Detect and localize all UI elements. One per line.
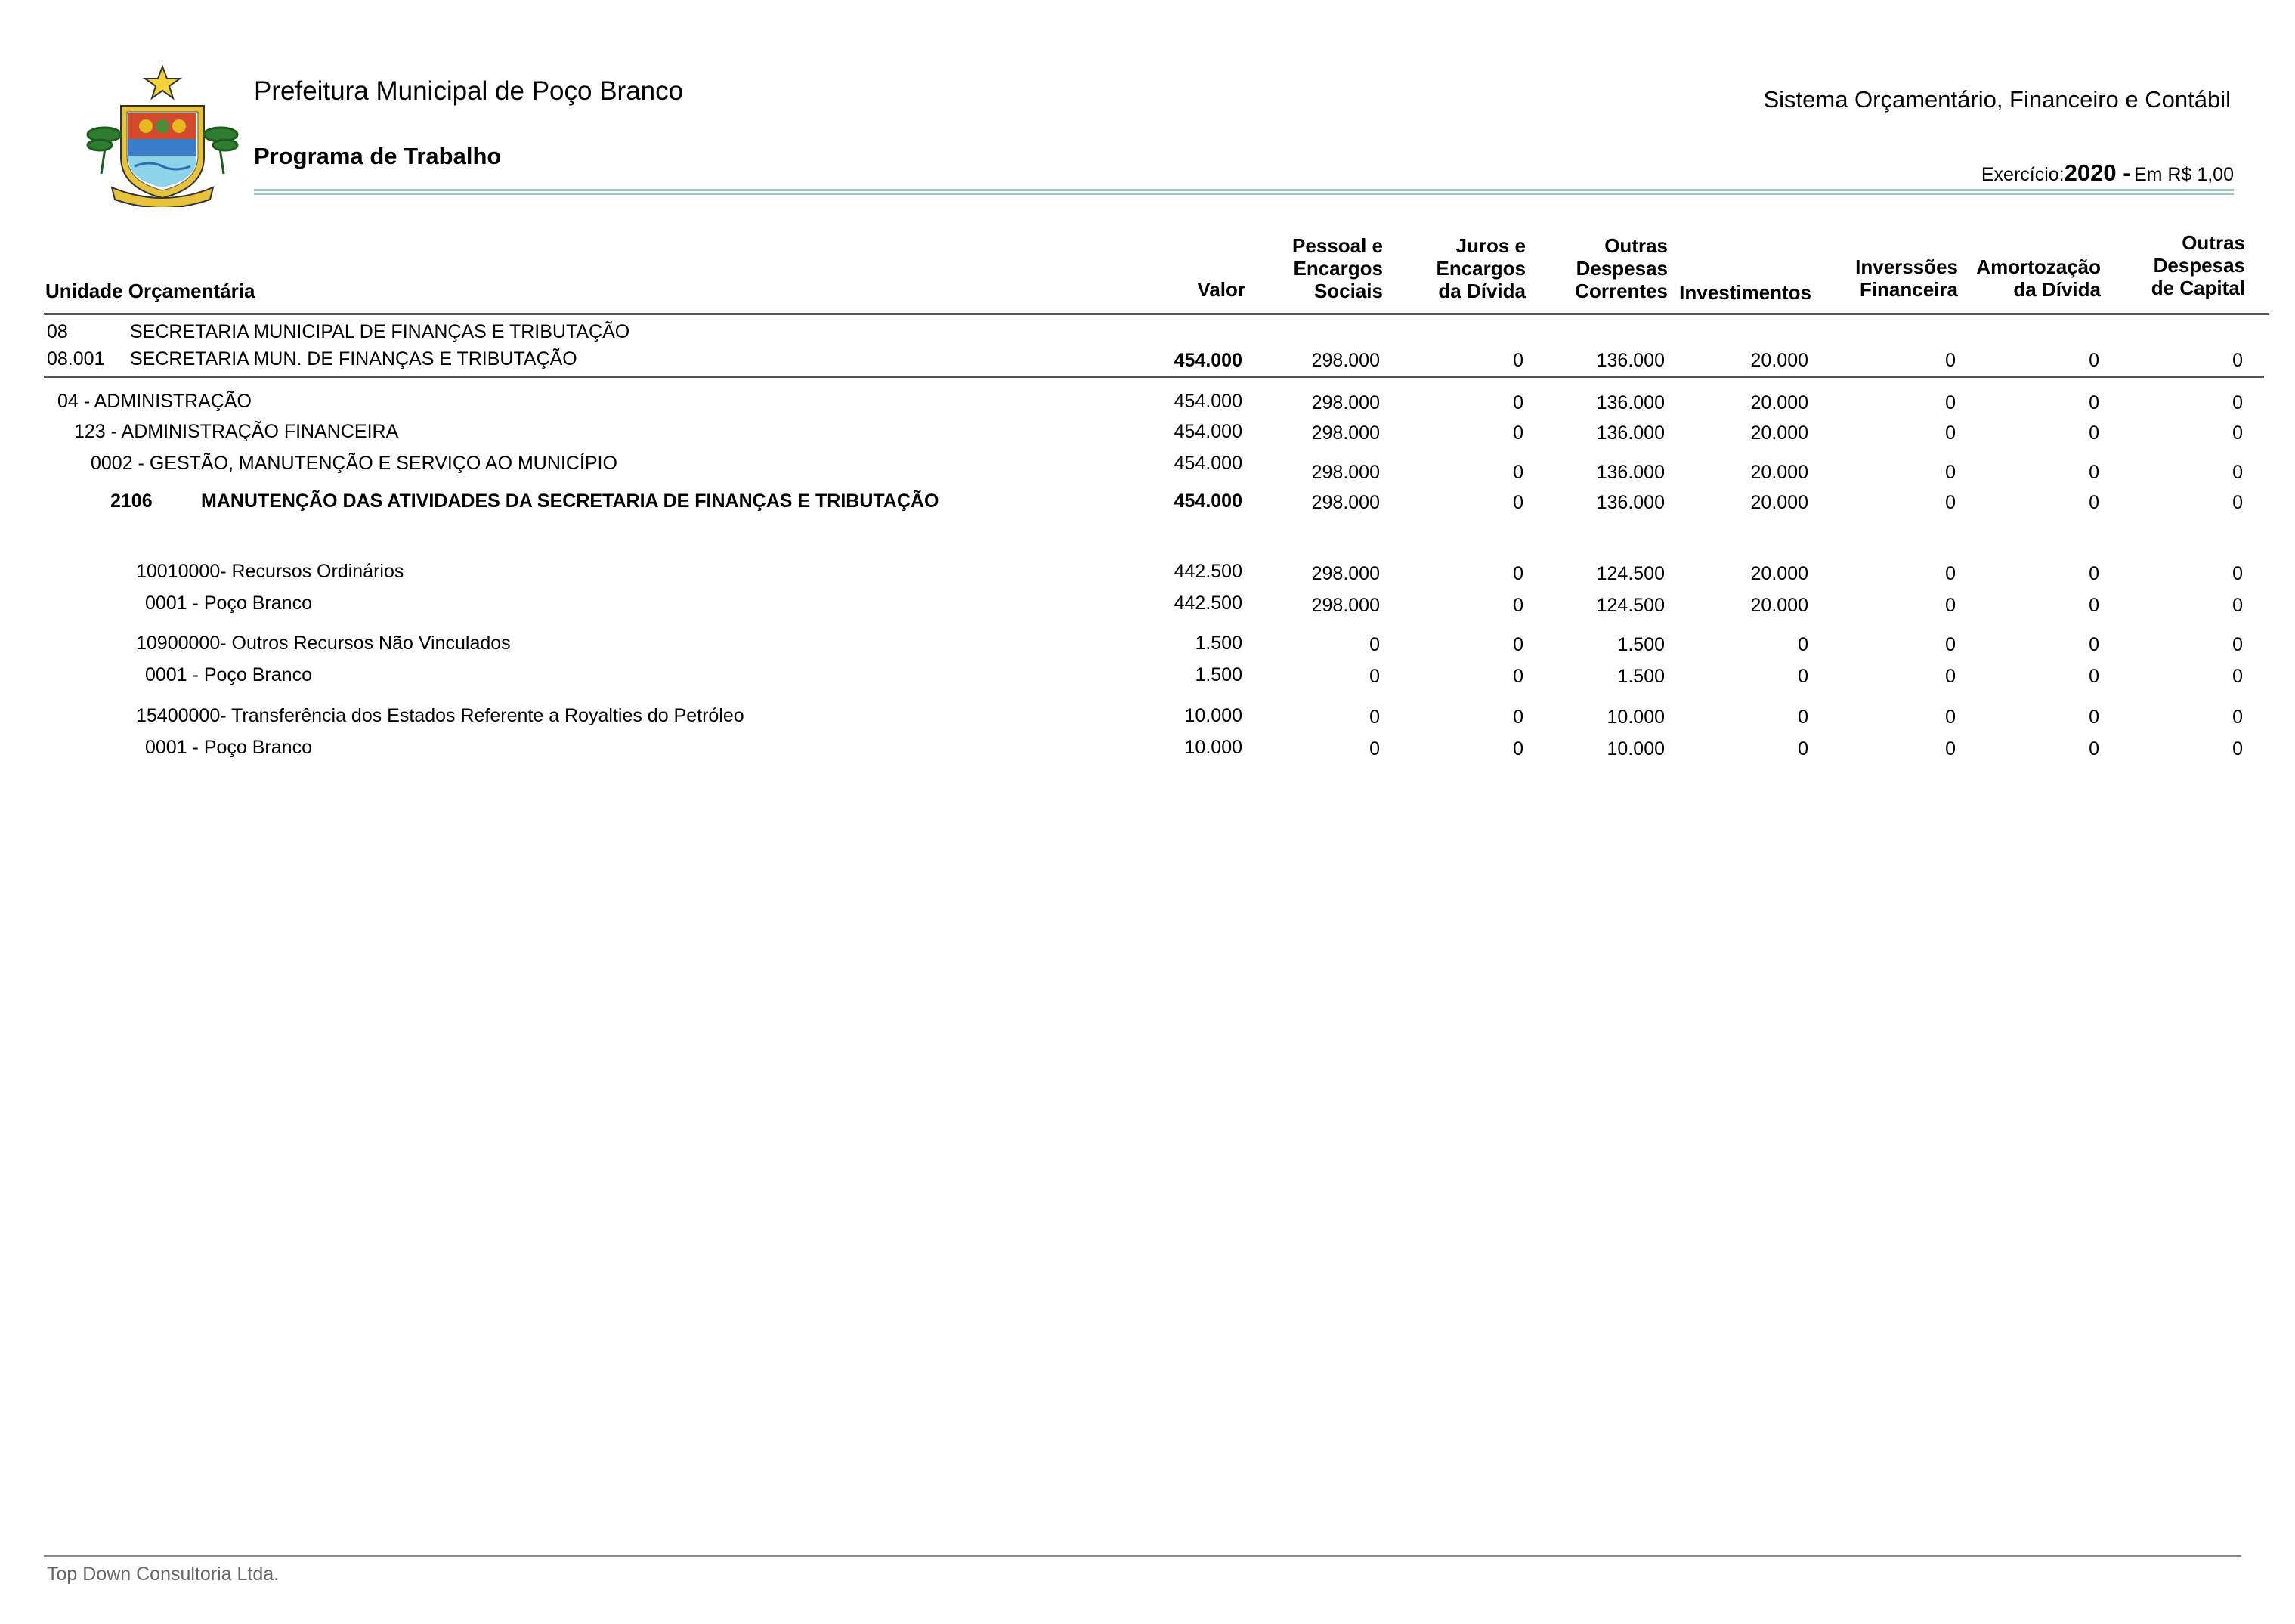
suborg-code: 08.001 [47,348,105,370]
row-juros: 0 [1513,422,1523,444]
row-inversoes: 0 [1945,595,1956,616]
row-juros: 0 [1513,492,1523,513]
row-pessoal: 0 [1369,707,1380,728]
row-amortizacao: 0 [2089,595,2099,616]
system-name: Sistema Orçamentário, Financeiro e Contábil [1763,86,2231,113]
row-inversoes: 0 [1945,492,1956,513]
col-investimentos: Investimentos [1679,281,1811,304]
row-juros: 0 [1513,563,1523,584]
row-label: 123 - ADMINISTRAÇÃO FINANCEIRA [74,421,399,442]
row-inversoes: 0 [1945,634,1956,655]
col-amortizacao-line1: Amortozação [1976,255,2101,278]
row-investimentos: 20.000 [1750,422,1808,444]
col-pessoal-line1: Pessoal e [1292,234,1383,257]
row-pessoal: 298.000 [1311,492,1380,513]
unit-inversoes: 0 [1945,350,1956,371]
row-amortizacao: 0 [2089,634,2099,655]
row-pessoal: 0 [1369,666,1380,687]
row-outras-capital: 0 [2232,422,2243,444]
col-juros-line2: Encargos [1436,257,1526,280]
row-inversoes: 0 [1945,422,1956,444]
row-valor: 454.000 [1174,490,1242,512]
unit-pessoal: 298.000 [1311,350,1380,371]
col-outras-correntes [1575,234,1668,302]
footer-company: Top Down Consultoria Ltda. [47,1564,280,1585]
col-unidade-orcamentaria: Unidade Orçamentária [45,280,255,302]
row-outras-correntes: 136.000 [1596,492,1665,513]
row-outras-capital: 0 [2232,707,2243,728]
footer-rule [44,1555,2241,1557]
row-valor: 454.000 [1174,421,1242,442]
row-valor: 442.500 [1174,561,1242,582]
unit-amortizacao: 0 [2089,350,2099,371]
row-investimentos: 20.000 [1750,492,1808,513]
unit-outras-capital: 0 [2232,350,2243,371]
row-inversoes: 0 [1945,707,1956,728]
row-label: 0001 - Poço Branco [145,592,312,614]
col-pessoal-line2: Encargos [1293,257,1383,280]
row-juros: 0 [1513,462,1523,483]
exercise-label: Exercício: [1981,164,2065,185]
row-pessoal: 298.000 [1311,392,1380,413]
unit-rule [44,376,2264,378]
municipality-name: Prefeitura Municipal de Poço Branco [254,76,684,106]
row-investimentos: 20.000 [1750,563,1808,584]
coat-of-arms-logo [82,60,243,207]
row-label: 15400000- Transferência dos Estados Referente a Royalties do Petróleo [136,705,744,726]
row-juros: 0 [1513,392,1523,413]
row-outras-correntes: 1.500 [1617,634,1665,655]
row-valor: 10.000 [1184,737,1242,758]
unit-juros: 0 [1513,350,1523,371]
col-outras-capital-line3: de Capital [2151,277,2245,299]
currency-label: Em R$ 1,00 [2133,164,2234,185]
row-outras-correntes: 124.500 [1596,595,1665,616]
org-code: 08 [47,321,68,342]
row-juros: 0 [1513,666,1523,687]
row-code: 2106 [110,490,153,512]
row-label: 0001 - Poço Branco [145,664,312,685]
row-inversoes: 0 [1945,392,1956,413]
row-amortizacao: 0 [2089,666,2099,687]
col-outras-capital-line1: Outras [2182,231,2245,254]
col-juros [1437,234,1526,302]
report-title: Programa de Trabalho [254,143,502,169]
col-outras-correntes-line1: Outras [1604,234,1668,257]
row-inversoes: 0 [1945,738,1956,759]
row-valor: 442.500 [1174,592,1242,614]
unit-investimentos: 20.000 [1750,350,1808,371]
col-inversoes-line2: Financeira [1859,278,1958,301]
row-investimentos: 0 [1798,634,1808,655]
col-amortizacao [1976,255,2101,301]
row-outras-correntes: 1.500 [1617,666,1665,687]
row-investimentos: 20.000 [1750,595,1808,616]
row-amortizacao: 0 [2089,462,2099,483]
exercise-year: 2020 - [2064,159,2131,186]
col-pessoal-line3: Sociais [1313,280,1383,302]
row-juros: 0 [1513,595,1523,616]
row-investimentos: 0 [1798,738,1808,759]
row-amortizacao: 0 [2089,422,2099,444]
row-valor: 10.000 [1184,705,1242,726]
row-label: 04 - ADMINISTRAÇÃO [57,391,252,412]
suborg-name: SECRETARIA MUN. DE FINANÇAS E TRIBUTAÇÃO [130,348,577,370]
exercise-info [1981,159,2234,192]
row-juros: 0 [1513,738,1523,759]
col-pessoal [1292,234,1383,302]
row-pessoal: 298.000 [1311,595,1380,616]
row-amortizacao: 0 [2089,738,2099,759]
row-outras-correntes: 136.000 [1596,422,1665,444]
header-accent-rule [254,189,2234,195]
row-juros: 0 [1513,707,1523,728]
row-label: MANUTENÇÃO DAS ATIVIDADES DA SECRETARIA DE FINANÇAS E TRIBUTAÇÃO [201,490,939,512]
row-investimentos: 0 [1798,666,1808,687]
row-valor: 454.000 [1174,391,1242,412]
row-investimentos: 20.000 [1750,392,1808,413]
row-valor: 1.500 [1195,633,1242,654]
col-valor: Valor [1197,278,1245,301]
row-label: 0002 - GESTÃO, MANUTENÇÃO E SERVIÇO AO MUNICÍPIO [91,453,617,474]
row-amortizacao: 0 [2089,707,2099,728]
col-outras-capital [2151,231,2245,299]
row-outras-capital: 0 [2232,563,2243,584]
row-label: 10900000- Outros Recursos Não Vinculados [136,633,511,654]
col-inversoes [1855,255,1958,301]
row-amortizacao: 0 [2089,392,2099,413]
row-inversoes: 0 [1945,563,1956,584]
row-pessoal: 0 [1369,634,1380,655]
row-inversoes: 0 [1945,666,1956,687]
row-valor: 454.000 [1174,453,1242,474]
row-outras-correntes: 10.000 [1607,738,1665,759]
row-valor: 1.500 [1195,664,1242,685]
col-amortizacao-line2: da Dívida [2013,278,2101,301]
row-outras-correntes: 124.500 [1596,563,1665,584]
row-outras-correntes: 136.000 [1596,392,1665,413]
row-investimentos: 0 [1798,707,1808,728]
row-pessoal: 298.000 [1311,422,1380,444]
row-label: 10010000- Recursos Ordinários [136,561,404,582]
row-inversoes: 0 [1945,462,1956,483]
row-amortizacao: 0 [2089,492,2099,513]
col-outras-correntes-line2: Despesas [1576,257,1668,280]
row-outras-capital: 0 [2232,392,2243,413]
row-outras-correntes: 136.000 [1596,462,1665,483]
row-investimentos: 20.000 [1750,462,1808,483]
col-outras-capital-line2: Despesas [2153,254,2245,277]
row-pessoal: 0 [1369,738,1380,759]
col-juros-line1: Juros e [1455,234,1526,257]
col-outras-correntes-line3: Correntes [1575,280,1668,302]
col-juros-line3: da Dívida [1438,280,1526,302]
row-pessoal: 298.000 [1311,563,1380,584]
col-inversoes-line1: Inverssões [1855,255,1958,278]
row-outras-capital: 0 [2232,492,2243,513]
row-outras-capital: 0 [2232,738,2243,759]
unit-valor: 454.000 [1174,350,1242,371]
row-pessoal: 298.000 [1311,462,1380,483]
row-outras-capital: 0 [2232,462,2243,483]
unit-outras-correntes: 136.000 [1596,350,1665,371]
row-outras-capital: 0 [2232,595,2243,616]
row-outras-capital: 0 [2232,634,2243,655]
row-outras-correntes: 10.000 [1607,707,1665,728]
row-amortizacao: 0 [2089,563,2099,584]
org-name: SECRETARIA MUNICIPAL DE FINANÇAS E TRIBUTAÇÃO [130,321,630,342]
row-label: 0001 - Poço Branco [145,737,312,758]
row-outras-capital: 0 [2232,666,2243,687]
header-rule [44,313,2269,315]
row-juros: 0 [1513,634,1523,655]
